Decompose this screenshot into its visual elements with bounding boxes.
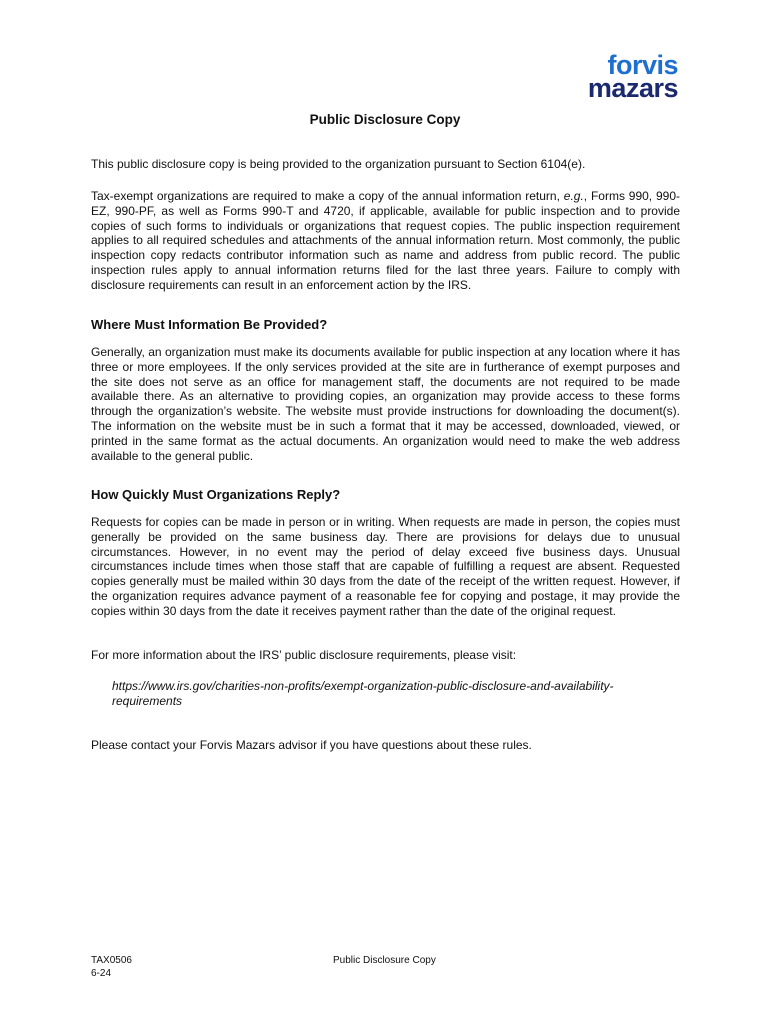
heading-where-provided: Where Must Information Be Provided? bbox=[91, 317, 328, 332]
requirements-paragraph bbox=[91, 189, 680, 293]
heading-how-quickly: How Quickly Must Organizations Reply? bbox=[91, 487, 341, 502]
footer-date: 6-24 bbox=[91, 968, 112, 979]
irs-link-line1[interactable]: https://www.irs.gov/charities-non-profits/exempt-organization-public-disclosure-and-availability- bbox=[112, 679, 614, 693]
page-title: Public Disclosure Copy bbox=[309, 112, 461, 127]
more-info-text: For more information about the IRS’ public disclosure requirements, please visit: bbox=[91, 648, 517, 662]
logo-line-forvis: forvis bbox=[607, 50, 678, 80]
footer-codes bbox=[91, 954, 132, 980]
irs-link-line2[interactable]: requirements bbox=[112, 694, 183, 708]
contact-text: Please contact your Forvis Mazars advisor if you have questions about these rules. bbox=[91, 738, 532, 752]
footer-title: Public Disclosure Copy bbox=[333, 955, 436, 966]
requirements-text-start: Tax-exempt organizations are required to make a copy of the annual information return, bbox=[91, 189, 564, 203]
logo-line-mazars: mazars bbox=[587, 73, 678, 103]
where-provided-paragraph: Generally, an organization must make its documents available for public inspection at any location where it has three or more employees. If the only services provided at the site are in furtherance of exempt purposes and the site does not serve as an office for management staff, the documents are not required to be made available there. As an alternative to providing copies, an organization may provide access to these forms through the organization’s website. The website must provide instructions for downloading the document(s). The information on the website must be in such a format that it may be accessed, downloaded, viewed, or printed in the same format as the actual documents. An organization would need to make the web address available to the general public. bbox=[91, 345, 680, 463]
requirements-text-end: , Forms 990, 990-EZ, 990-PF, as well as Forms 990-T and 4720, if applicable, available for public inspection and to provide copies of such forms to individuals or organizations that request copies. The public inspection requirement applies to all required schedules and attachments of the annual information return. Most commonly, the public inspection copy redacts contributor information such as name and address from public record. The public inspection rules apply to annual information returns filed for the last three years. Failure to comply with disclosure requirements can result in an enforcement action by the IRS. bbox=[91, 189, 680, 292]
footer-form-code: TAX0506 bbox=[91, 955, 132, 966]
requirements-eg: e.g. bbox=[563, 189, 584, 203]
forvis-mazars-logo bbox=[578, 48, 692, 106]
irs-link[interactable] bbox=[112, 679, 672, 709]
how-quickly-paragraph: Requests for copies can be made in person or in writing. When requests are made in person, the copies must generally be provided on the same business day. There are provisions for delays due to unusual circumstances. However, in no event may the period of delay exceed five business days. Unusual circumstances include times when those staff that are capable of fulfilling a request are absent. Requested copies generally must be mailed within 30 days from the date of the receipt of the written request. However, if the organization requires advance payment of a reasonable fee for copying and postage, it may provide the copies within 30 days from the date it receives payment rather than the date of the original request. bbox=[91, 515, 680, 618]
intro-paragraph: This public disclosure copy is being provided to the organization pursuant to Section 6104(e). bbox=[91, 157, 586, 171]
